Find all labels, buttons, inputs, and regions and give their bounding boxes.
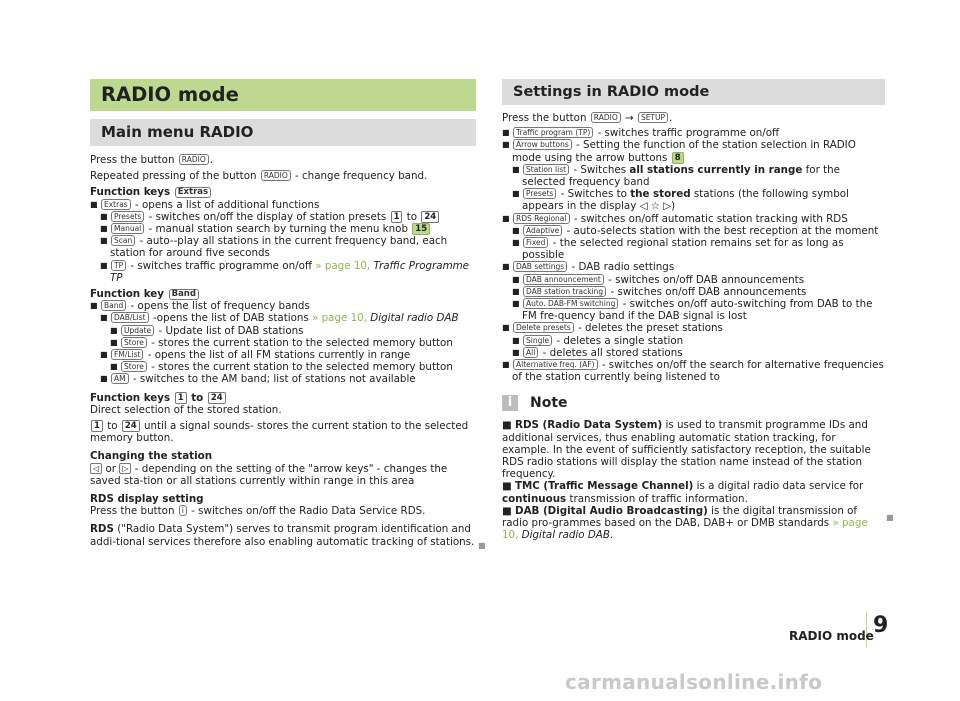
list-item: ■ Presets - switches on/off the display of station presets 1 to 24 (90, 211, 476, 223)
list-item: ■ Single - deletes a single station (512, 334, 684, 347)
footer-title: RADIO mode (789, 629, 874, 643)
section-end-icon: ■ (886, 513, 894, 522)
setup-key: SETUP (638, 112, 668, 123)
page-link[interactable]: » page 10, (312, 312, 368, 325)
radio-key: RADIO (591, 112, 621, 123)
band-key: Band (169, 289, 199, 300)
list-item: ■ Arrow buttons - Setting the function of the station selection in RADIO mode using the arrow buttons 8 (502, 139, 856, 164)
function-keys-desc: Direct selection of the stored station. (90, 403, 282, 416)
function-key-band-heading: Function key Band (90, 288, 476, 300)
radio-key: RADIO (261, 170, 291, 181)
watermark: carmanualsonline.info (565, 670, 823, 694)
section-title-settings: Settings in RADIO mode (502, 79, 885, 105)
list-item: ■ DAB settings - DAB radio settings (502, 261, 675, 274)
function-keys-1-24-heading: Function keys 1 to 24 (90, 392, 476, 404)
list-item: ■ AM - switches to the AM band; list of stations not available (100, 373, 416, 386)
list-item: ■ Auto. DAB-FM switching - switches on/off auto-switching from DAB to the FM fre-quency band if the DAB signal is lost (512, 298, 873, 323)
list-item: ■ FM/List - opens the list of all FM stations currently in range (100, 349, 411, 362)
list-item: ■ RDS Regional - switches on/off automatic station tracking with RDS (502, 212, 848, 225)
list-item: ■ DAB announcement - switches on/off DAB announcements (512, 273, 805, 286)
left-column (90, 79, 476, 548)
press-radio-line: Press the button RADIO . (90, 154, 214, 166)
right-column (502, 79, 885, 542)
list-item: ■ Traffic program (TP) - switches traffic programme on/off (502, 127, 780, 140)
info-icon: i (502, 395, 518, 411)
list-item: ■ Adaptive - auto-selects station with the best reception at the moment (512, 224, 879, 237)
changing-station-text: ◁ or ▷ - depending on the setting of the "arrow keys" - changes the saved sta-tion or all stations currently within range in this area (90, 462, 448, 487)
list-item: ■ Store - stores the current station to the selected memory button (110, 336, 453, 349)
settings-press-line: Press the button RADIO → SETUP . (502, 112, 673, 124)
page-title: RADIO mode (90, 79, 476, 111)
list-item: ■ Update - Update list of DAB stations (110, 324, 304, 337)
section-title-main-menu: Main menu RADIO (90, 119, 476, 146)
list-item: ■ DAB/List -opens the list of DAB stations » page 10, Digital radio DAB (100, 312, 459, 325)
changing-station-heading: Changing the station (90, 450, 213, 463)
list-item: ■ Extras - opens a list of additional functions (90, 198, 320, 211)
list-item: ■ Scan - auto--play all stations in the current frequency band, each station for around five seconds (100, 235, 448, 260)
function-keys-extras-heading: Function keys Extras (90, 186, 476, 198)
list-item: ■ Delete presets - deletes the preset stations (502, 322, 723, 335)
list-item: ■ TP - switches traffic programme on/off » page 10, Traffic Programme TP (100, 259, 469, 284)
list-item: ■ DAB station tracking - switches on/off DAB announcements (512, 285, 807, 298)
store-paragraph: 1 to 24 until a signal sounds- stores the current station to the selected memory button. (90, 420, 469, 445)
rds-display-heading: RDS display setting (90, 493, 204, 506)
note-title: Note (530, 395, 568, 412)
radio-key: RADIO (179, 154, 209, 165)
section-end-icon: ■ (478, 541, 486, 550)
arrow-left-icon: ◁ (90, 463, 102, 474)
list-item: ■ Presets - Switches to the stored stations (the following symbol appears in the display ◁ ☆ ▷) (512, 188, 849, 213)
info-key: i (179, 505, 187, 516)
arrow-right-icon: → (625, 112, 634, 124)
page-link[interactable]: » page 10, (315, 259, 371, 272)
repeated-press-line: Repeated pressing of the button RADIO - change frequency band. (90, 170, 428, 183)
page-link[interactable]: » page 10, (502, 517, 868, 542)
note-header (502, 395, 885, 411)
rds-press-line: Press the button i - switches on/off the Radio Data Service RDS. (90, 505, 426, 518)
note-rds: ■ RDS (Radio Data System) is used to transmit programme IDs and additional services, thus enabling automatic station tracking, for example. In the event of sufficiently satisfactory reception, the suitable RDS radio stations will display the station name instead of the station frequency. (502, 419, 871, 481)
list-item: ■ Alternative freq. (AF) - switches on/off the search for alternative frequencies of the station currently being listened to (502, 359, 884, 384)
rds-paragraph: RDS ("Radio Data System") serves to transmit program identification and addi-tional services therefore also enabling automatic tracking of stations. (90, 523, 475, 548)
page-number: 9 (873, 613, 889, 638)
extras-key: Extras (175, 187, 211, 198)
arrow-right-icon: ▷ (119, 463, 131, 474)
note-dab: ■ DAB (Digital Audio Broadcasting) is the digital transmission of radio pro-grammes based on the DAB, DAB+ or DMB standards » page 10, Digital radio DAB. (502, 504, 868, 542)
list-item: ■ Manual - manual station search by turning the menu knob 15 (90, 223, 476, 235)
list-item: ■ Store - stores the current station to the selected memory button (110, 361, 453, 374)
list-item: ■ Band - opens the list of frequency bands (90, 300, 310, 313)
list-item: ■ Fixed - the selected regional station remains set for as long as possible (512, 237, 844, 262)
list-item: ■ All - deletes all stored stations (512, 346, 683, 359)
list-item: ■ Station list - Switches all stations currently in range for the selected frequency band (512, 163, 840, 189)
note-tmc: ■ TMC (Traffic Message Channel) is a digital radio data service for continuous transmission of traffic information. (502, 480, 864, 505)
